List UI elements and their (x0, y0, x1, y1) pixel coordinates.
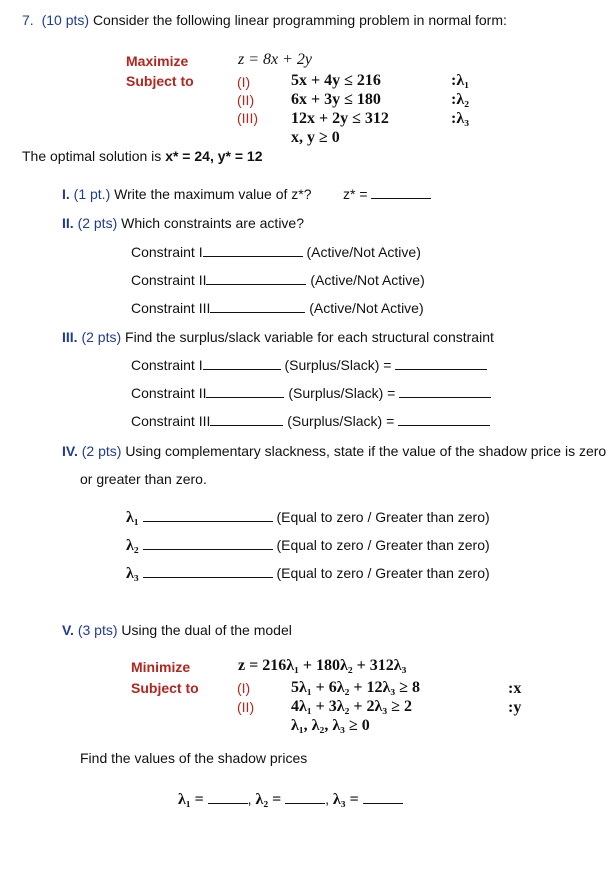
dual-constraint-label-2: (II) (237, 699, 255, 715)
lambda3-answer-label: λ₃ = (332, 791, 359, 808)
primal-dual-var-2: :λ₂ (451, 91, 469, 108)
part1-number: I. (62, 186, 70, 202)
part1-answer-label: z* = (343, 186, 368, 202)
part4-text-line2: or greater than zero. (80, 471, 207, 487)
part2-row-label: Constraint I (131, 244, 203, 260)
primal-dual-var-3: :λ₃ (451, 110, 469, 127)
part2-blank-1[interactable] (203, 255, 303, 257)
part4-row-2 (126, 537, 490, 555)
part2-row-label: Constraint II (131, 272, 207, 288)
primal-objective: z = 8x + 2y (238, 51, 313, 68)
question-text: Consider the following linear programming problem in normal form: (92, 12, 507, 28)
part5 (62, 622, 292, 638)
lambda1-answer-label: λ₁ = (178, 791, 204, 808)
part5-points: (3 pts) (77, 622, 118, 638)
part2-row-hint: (Active/Not Active) (310, 272, 425, 288)
part4-row-3 (126, 565, 490, 583)
part1 (62, 186, 312, 202)
dual-var-y: :y (508, 699, 522, 716)
lambda2-answer-blank[interactable] (285, 802, 325, 804)
part2-row-hint: (Active/Not Active) (306, 244, 421, 260)
minimize-label: Minimize (131, 659, 191, 675)
optimal-prefix: The optimal solution is (22, 148, 166, 164)
part3-row-hint: (Surplus/Slack) = (287, 413, 395, 429)
primal-constraint-2: 6x + 3y ≤ 180 (291, 91, 381, 108)
part2-blank-3[interactable] (210, 311, 305, 313)
lambda1-answer-blank[interactable] (208, 802, 248, 804)
lambda3-label: λ₃ (126, 565, 139, 582)
part4-blank-3[interactable] (143, 576, 273, 578)
find-shadow-prices-text: Find the values of the shadow prices (80, 750, 308, 766)
lambda1-label: λ₁ (126, 509, 139, 526)
dual-constraint-label-1: (I) (237, 680, 251, 696)
part5-text: Using the dual of the model (121, 622, 292, 638)
part3-value-blank-2[interactable] (399, 396, 491, 398)
part2-row-label: Constraint III (131, 300, 211, 316)
part4-blank-2[interactable] (143, 548, 273, 550)
part2-row-1 (131, 244, 421, 260)
part2-blank-2[interactable] (206, 283, 306, 285)
part3-row-label: Constraint I (131, 357, 203, 373)
dual-objective: z = 216λ₁ + 180λ₂ + 312λ₃ (238, 657, 407, 674)
subject-to-label: Subject to (126, 73, 194, 89)
part2-text: Which constraints are active? (121, 215, 304, 231)
lambda2-answer-label: λ₂ = (255, 791, 282, 808)
part4-points: (2 pts) (81, 443, 122, 459)
question-points: (10 pts) (41, 12, 90, 28)
part1-answer-blank[interactable] (371, 197, 431, 199)
primal-dual-var-1: :λ₁ (451, 72, 469, 89)
primal-constraint-1: 5x + 4y ≤ 216 (291, 72, 381, 89)
dual-constraint-1: 5λ₁ + 6λ₂ + 12λ₃ ≥ 8 (291, 679, 420, 696)
lambda2-label: λ₂ (126, 537, 139, 554)
part3-blank-1[interactable] (203, 368, 281, 370)
part3-blank-3[interactable] (210, 424, 283, 426)
dual-var-x: :x (508, 680, 522, 697)
dual-nonneg: λ₁, λ₂, λ₃ ≥ 0 (291, 717, 370, 734)
part2-row-3 (131, 300, 424, 316)
lambda3-answer-blank[interactable] (363, 802, 403, 804)
maximize-label: Maximize (126, 53, 189, 69)
part2-number: II. (62, 215, 74, 231)
part3-row-2 (131, 385, 491, 401)
part5-number: V. (62, 622, 74, 638)
part3-row-label: Constraint III (131, 413, 211, 429)
part3-text: Find the surplus/slack variable for each structural constraint (125, 329, 494, 345)
primal-constraint-label-1: (I) (237, 74, 251, 90)
primal-nonneg: x, y ≥ 0 (291, 129, 340, 146)
part3-row-3 (131, 413, 490, 429)
part3-row-hint: (Surplus/Slack) = (284, 357, 392, 373)
part3-row-label: Constraint II (131, 385, 207, 401)
part4-row-hint: (Equal to zero / Greater than zero) (276, 509, 490, 525)
part1-points: (1 pt.) (73, 186, 111, 202)
part4-text-line1: Using complementary slackness, state if the value of the shadow price is zero (125, 443, 607, 459)
part3 (62, 329, 494, 345)
question-header (22, 12, 507, 28)
part2-row-hint: (Active/Not Active) (309, 300, 424, 316)
part3-blank-2[interactable] (206, 396, 284, 398)
part2-points: (2 pts) (77, 215, 118, 231)
primal-constraint-label-3: (III) (237, 110, 258, 126)
primal-constraint-3: 12x + 2y ≤ 312 (291, 110, 389, 127)
part4-row-1 (126, 509, 490, 527)
part3-row-1 (131, 357, 487, 373)
optimal-values: x* = 24, y* = 12 (165, 148, 263, 164)
dual-constraint-2: 4λ₁ + 3λ₂ + 2λ₃ ≥ 2 (291, 698, 412, 715)
part1-text: Write the maximum value of z*? (114, 186, 312, 202)
dual-subject-to-label: Subject to (131, 680, 199, 696)
question-number: 7. (22, 12, 34, 28)
primal-constraint-label-2: (II) (237, 92, 255, 108)
part4-row-hint: (Equal to zero / Greater than zero) (276, 565, 490, 581)
shadow-price-answers: λ₁ = , λ₂ = , λ₃ = (178, 791, 403, 809)
part4-number: IV. (62, 443, 78, 459)
part1-answer (343, 186, 431, 202)
optimal-solution (22, 148, 263, 164)
part4-row-hint: (Equal to zero / Greater than zero) (276, 537, 490, 553)
part3-row-hint: (Surplus/Slack) = (288, 385, 396, 401)
part2-row-2 (131, 272, 425, 288)
part3-number: III. (62, 329, 78, 345)
part3-points: (2 pts) (81, 329, 122, 345)
part4-blank-1[interactable] (143, 520, 273, 522)
part2 (62, 215, 304, 231)
part4 (62, 443, 606, 459)
part3-value-blank-1[interactable] (395, 368, 487, 370)
part3-value-blank-3[interactable] (398, 424, 490, 426)
